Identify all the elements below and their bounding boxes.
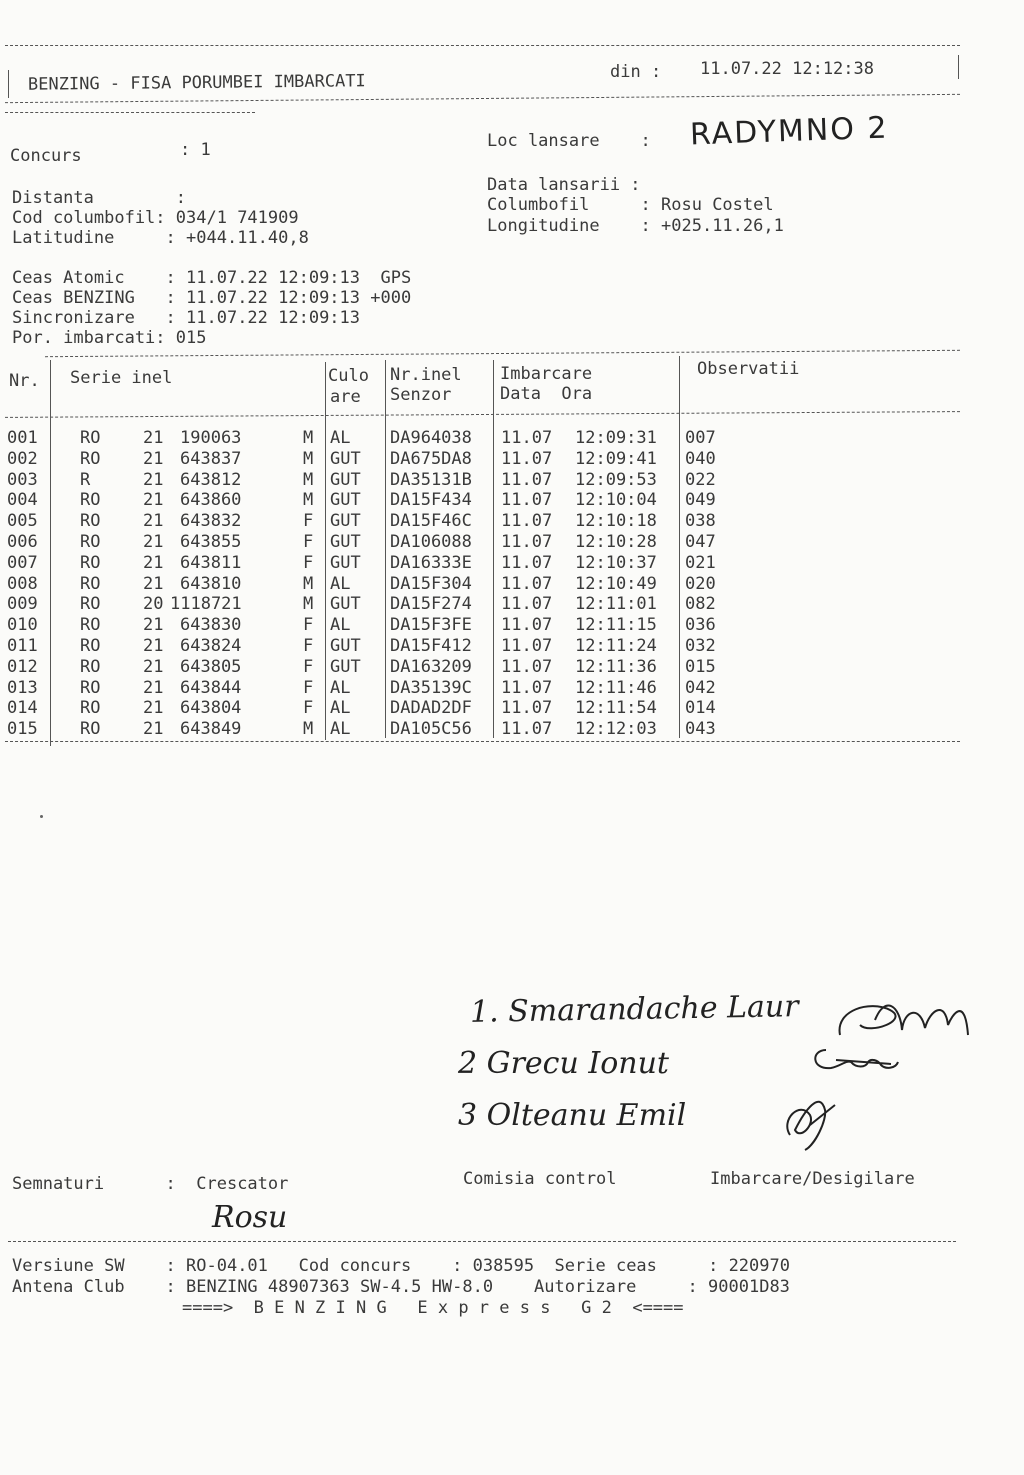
ceas-benzing-row: Ceas BENZING : 11.07.22 12:09:13 +000 bbox=[12, 288, 412, 308]
row-sex: F bbox=[303, 636, 314, 656]
row-ring: 643832 bbox=[180, 511, 242, 532]
col-observatii-header: Observatii bbox=[697, 359, 800, 379]
row-date: 11.07 bbox=[501, 552, 553, 573]
row-color: GUT bbox=[330, 469, 361, 490]
signature-scribble-3 bbox=[775, 1085, 845, 1155]
table-top-line bbox=[45, 350, 960, 357]
row-country: RO bbox=[80, 594, 101, 615]
col-culoare-header-2: are bbox=[330, 387, 361, 407]
concurs-label: Concurs bbox=[10, 146, 82, 166]
row-observation: 007 bbox=[685, 428, 716, 448]
row-year: 21 bbox=[143, 532, 164, 552]
commission-member-2: 2 Grecu Ionut bbox=[458, 1046, 669, 1081]
row-country: RO bbox=[80, 428, 101, 448]
comisia-label: Comisia control bbox=[463, 1169, 617, 1189]
table-header-bottom-line bbox=[5, 411, 960, 418]
row-observation: 038 bbox=[685, 511, 716, 532]
row-year: 20 bbox=[143, 594, 164, 615]
imbarcare-desigilare-label: Imbarcare/Desigilare bbox=[710, 1169, 915, 1189]
antena-row: Antena Club : BENZING 48907363 SW-4.5 HW-8.0 Autorizare : 90001D83 bbox=[12, 1277, 790, 1297]
row-year: 21 bbox=[143, 656, 164, 677]
row-country: RO bbox=[80, 490, 101, 511]
row-date: 11.07 bbox=[501, 469, 553, 490]
row-year: 21 bbox=[143, 490, 164, 511]
row-observation: 036 bbox=[685, 615, 716, 636]
row-sex: M bbox=[303, 428, 314, 448]
row-year: 21 bbox=[143, 428, 164, 448]
longitudine-row: Longitudine : +025.11.26,1 bbox=[487, 216, 784, 236]
row-sensor: DA15F46C bbox=[390, 511, 472, 532]
row-date: 11.07 bbox=[501, 428, 553, 448]
row-sex: M bbox=[303, 573, 314, 594]
row-sex: M bbox=[303, 594, 314, 615]
benzing-banner: ====> B E N Z I N G E x p r e s s G 2 <==== bbox=[182, 1298, 684, 1318]
row-observation: 042 bbox=[685, 677, 716, 698]
row-ring: 643837 bbox=[180, 448, 242, 469]
row-sensor: DA16333E bbox=[390, 552, 472, 573]
row-country: RO bbox=[80, 532, 101, 552]
table-row bbox=[0, 490, 960, 511]
col-nrinel-header-1: Nr.inel bbox=[390, 365, 462, 385]
row-year: 21 bbox=[143, 719, 164, 740]
row-nr: 001 bbox=[7, 428, 38, 448]
table-row bbox=[0, 574, 960, 595]
row-nr: 002 bbox=[7, 448, 38, 469]
row-date: 11.07 bbox=[501, 677, 553, 698]
col-nr-header: Nr. bbox=[9, 371, 40, 391]
col-serie-header: Serie inel bbox=[70, 368, 173, 388]
row-date: 11.07 bbox=[501, 656, 553, 677]
row-observation: 049 bbox=[685, 490, 716, 511]
sincronizare-row: Sincronizare : 11.07.22 12:09:13 bbox=[12, 308, 361, 328]
row-sex: F bbox=[303, 615, 314, 636]
header-right-border bbox=[958, 55, 959, 79]
row-time: 12:11:24 bbox=[575, 636, 657, 656]
row-year: 21 bbox=[143, 511, 164, 532]
commission-member-1: 1. Smarandache Laur bbox=[469, 989, 799, 1030]
row-ring: 643849 bbox=[180, 719, 242, 740]
row-nr: 008 bbox=[7, 573, 38, 594]
row-ring: 1118721 bbox=[170, 594, 242, 615]
semnaturi-label: Semnaturi : Crescator bbox=[12, 1174, 289, 1194]
row-ring: 190063 bbox=[180, 428, 242, 448]
row-color: GUT bbox=[330, 511, 361, 532]
row-sensor: DA35139C bbox=[390, 677, 472, 698]
row-color: GUT bbox=[330, 594, 361, 615]
row-time: 12:09:53 bbox=[575, 469, 657, 490]
row-color: AL bbox=[330, 615, 351, 636]
row-date: 11.07 bbox=[501, 615, 553, 636]
row-ring: 643811 bbox=[180, 552, 242, 573]
row-sensor: DA15F274 bbox=[390, 594, 472, 615]
row-color: AL bbox=[330, 719, 351, 740]
loc-lansare-label: Loc lansare : bbox=[487, 131, 651, 151]
row-sensor: DA15F412 bbox=[390, 636, 472, 656]
table-row bbox=[0, 615, 960, 636]
row-date: 11.07 bbox=[501, 594, 553, 615]
row-country: RO bbox=[80, 719, 101, 740]
concurs-value: : 1 bbox=[180, 140, 211, 160]
row-sensor: DA35131B bbox=[390, 469, 472, 490]
cod-columbofil-row: Cod columbofil: 034/1 741909 bbox=[12, 208, 299, 228]
row-sensor: DADAD2DF bbox=[390, 698, 472, 719]
distanta-label: Distanta : bbox=[12, 188, 187, 208]
row-ring: 643805 bbox=[180, 656, 242, 677]
row-year: 21 bbox=[143, 677, 164, 698]
row-color: AL bbox=[330, 677, 351, 698]
row-observation: 082 bbox=[685, 594, 716, 615]
row-sensor: DA106088 bbox=[390, 532, 472, 552]
row-time: 12:10:49 bbox=[575, 573, 657, 594]
header-under-line bbox=[5, 112, 255, 113]
table-row bbox=[0, 428, 960, 449]
row-observation: 022 bbox=[685, 469, 716, 490]
ceas-atomic-row: Ceas Atomic : 11.07.22 12:09:13 GPS bbox=[12, 268, 412, 288]
print-date-label: din : bbox=[610, 62, 662, 82]
row-nr: 011 bbox=[7, 636, 38, 656]
row-date: 11.07 bbox=[501, 490, 553, 511]
row-country: RO bbox=[80, 573, 101, 594]
row-observation: 015 bbox=[685, 656, 716, 677]
row-ring: 643844 bbox=[180, 677, 242, 698]
row-date: 11.07 bbox=[501, 719, 553, 740]
row-date: 11.07 bbox=[501, 636, 553, 656]
por-imbarcati-row: Por. imbarcati: 015 bbox=[12, 328, 207, 348]
row-year: 21 bbox=[143, 469, 164, 490]
table-row bbox=[0, 511, 960, 532]
row-sensor: DA163209 bbox=[390, 656, 472, 677]
row-observation: 032 bbox=[685, 636, 716, 656]
row-nr: 012 bbox=[7, 656, 38, 677]
row-time: 12:11:54 bbox=[575, 698, 657, 719]
row-sensor: DA964038 bbox=[390, 428, 472, 448]
table-row bbox=[0, 594, 960, 615]
footer-top-line bbox=[8, 1241, 956, 1242]
row-color: GUT bbox=[330, 552, 361, 573]
row-sensor: DA105C56 bbox=[390, 719, 472, 740]
row-time: 12:10:28 bbox=[575, 532, 657, 552]
row-ring: 643830 bbox=[180, 615, 242, 636]
row-time: 12:12:03 bbox=[575, 719, 657, 740]
versiune-row: Versiune SW : RO-04.01 Cod concurs : 038595 Serie ceas : 220970 bbox=[12, 1256, 790, 1276]
row-sex: F bbox=[303, 677, 314, 698]
col-imbarcare-header-2: Data Ora bbox=[500, 384, 593, 404]
row-observation: 043 bbox=[685, 719, 716, 740]
row-sex: M bbox=[303, 448, 314, 469]
row-color: GUT bbox=[330, 448, 361, 469]
row-color: GUT bbox=[330, 532, 361, 552]
print-date-value: 11.07.22 12:12:38 bbox=[700, 59, 874, 79]
row-date: 11.07 bbox=[501, 448, 553, 469]
row-sex: F bbox=[303, 656, 314, 677]
table-row bbox=[0, 553, 960, 574]
row-observation: 047 bbox=[685, 532, 716, 552]
row-date: 11.07 bbox=[501, 573, 553, 594]
row-sex: M bbox=[303, 719, 314, 740]
row-nr: 006 bbox=[7, 532, 38, 552]
commission-member-3: 3 Olteanu Emil bbox=[458, 1098, 687, 1133]
row-time: 12:10:04 bbox=[575, 490, 657, 511]
row-date: 11.07 bbox=[501, 511, 553, 532]
row-year: 21 bbox=[143, 615, 164, 636]
row-sex: F bbox=[303, 698, 314, 719]
row-country: RO bbox=[80, 552, 101, 573]
latitudine-row: Latitudine : +044.11.40,8 bbox=[12, 228, 309, 248]
row-country: RO bbox=[80, 677, 101, 698]
breeder-signature: Rosu bbox=[212, 1200, 288, 1235]
row-color: GUT bbox=[330, 490, 361, 511]
row-time: 12:09:41 bbox=[575, 448, 657, 469]
table-row bbox=[0, 636, 960, 657]
row-sex: M bbox=[303, 469, 314, 490]
document-title: BENZING - FISA PORUMBEI IMBARCATI bbox=[27, 71, 366, 95]
row-time: 12:11:46 bbox=[575, 677, 657, 698]
row-country: RO bbox=[80, 615, 101, 636]
row-date: 11.07 bbox=[501, 698, 553, 719]
row-nr: 015 bbox=[7, 719, 38, 740]
data-lansarii-label: Data lansarii : bbox=[487, 175, 641, 195]
row-year: 21 bbox=[143, 698, 164, 719]
row-color: AL bbox=[330, 698, 351, 719]
row-ring: 643810 bbox=[180, 573, 242, 594]
header-left-border bbox=[8, 70, 9, 98]
row-nr: 007 bbox=[7, 552, 38, 573]
row-nr: 010 bbox=[7, 615, 38, 636]
row-ring: 643860 bbox=[180, 490, 242, 511]
paper-dot bbox=[40, 815, 43, 818]
row-nr: 004 bbox=[7, 490, 38, 511]
header-top-line bbox=[5, 45, 960, 46]
row-country: RO bbox=[80, 636, 101, 656]
table-row bbox=[0, 719, 960, 740]
row-observation: 014 bbox=[685, 698, 716, 719]
row-sex: F bbox=[303, 552, 314, 573]
row-time: 12:09:31 bbox=[575, 428, 657, 448]
col-nrinel-header-2: Senzor bbox=[390, 385, 452, 405]
row-sensor: DA675DA8 bbox=[390, 448, 472, 469]
table-row bbox=[0, 532, 960, 553]
col-culoare-header-1: Culo bbox=[328, 366, 369, 386]
row-nr: 013 bbox=[7, 677, 38, 698]
row-observation: 021 bbox=[685, 552, 716, 573]
table-row bbox=[0, 657, 960, 678]
row-nr: 009 bbox=[7, 594, 38, 615]
row-nr: 014 bbox=[7, 698, 38, 719]
row-date: 11.07 bbox=[501, 532, 553, 552]
row-sex: F bbox=[303, 532, 314, 552]
row-observation: 020 bbox=[685, 573, 716, 594]
row-country: RO bbox=[80, 698, 101, 719]
row-color: GUT bbox=[330, 636, 361, 656]
row-time: 12:11:15 bbox=[575, 615, 657, 636]
row-color: GUT bbox=[330, 656, 361, 677]
signature-scribble-2 bbox=[806, 1040, 906, 1080]
row-ring: 643812 bbox=[180, 469, 242, 490]
row-country: R bbox=[80, 469, 91, 490]
row-sensor: DA15F434 bbox=[390, 490, 472, 511]
table-bottom-line bbox=[5, 741, 960, 742]
row-ring: 643855 bbox=[180, 532, 242, 552]
columbofil-row: Columbofil : Rosu Costel bbox=[487, 195, 774, 215]
row-time: 12:10:18 bbox=[575, 511, 657, 532]
row-ring: 643824 bbox=[180, 636, 242, 656]
table-row bbox=[0, 698, 960, 719]
row-ring: 643804 bbox=[180, 698, 242, 719]
row-country: RO bbox=[80, 656, 101, 677]
table-row bbox=[0, 449, 960, 470]
row-nr: 003 bbox=[7, 469, 38, 490]
row-sex: F bbox=[303, 511, 314, 532]
loc-lansare-value: RADYMNO 2 bbox=[689, 110, 890, 153]
row-sensor: DA15F304 bbox=[390, 573, 472, 594]
row-time: 12:11:36 bbox=[575, 656, 657, 677]
col-imbarcare-header-1: Imbarcare bbox=[500, 364, 593, 384]
row-color: AL bbox=[330, 573, 351, 594]
header-bottom-line bbox=[5, 94, 960, 103]
table-row bbox=[0, 678, 960, 699]
row-year: 21 bbox=[143, 636, 164, 656]
row-country: RO bbox=[80, 511, 101, 532]
row-country: RO bbox=[80, 448, 101, 469]
row-year: 21 bbox=[143, 573, 164, 594]
row-year: 21 bbox=[143, 448, 164, 469]
row-nr: 005 bbox=[7, 511, 38, 532]
row-color: AL bbox=[330, 428, 351, 448]
row-sex: M bbox=[303, 490, 314, 511]
table-row bbox=[0, 470, 960, 491]
row-observation: 040 bbox=[685, 448, 716, 469]
row-year: 21 bbox=[143, 552, 164, 573]
row-time: 12:10:37 bbox=[575, 552, 657, 573]
row-sensor: DA15F3FE bbox=[390, 615, 472, 636]
row-time: 12:11:01 bbox=[575, 594, 657, 615]
